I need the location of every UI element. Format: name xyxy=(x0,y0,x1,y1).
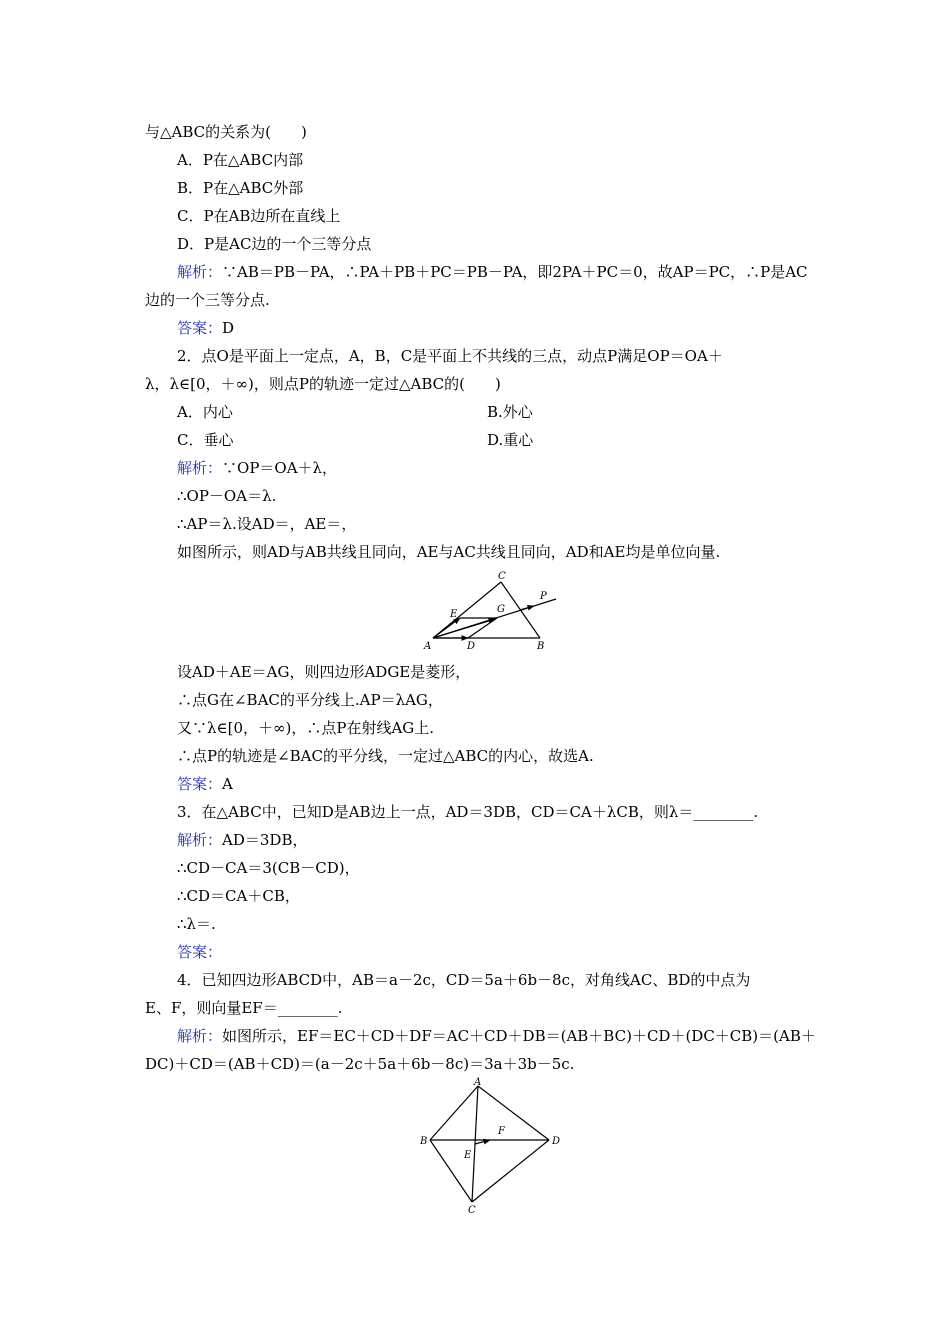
solution-text: AD＝3DB， xyxy=(222,831,308,849)
text-line: 如图所示，则AD与AB共线且同向，AE与AC共线且同向，AD和AE均是单位向量. xyxy=(177,543,721,561)
solution-label: 解析： xyxy=(177,1027,223,1045)
answer-label: 答案： xyxy=(177,775,223,793)
label-p: P xyxy=(540,591,547,602)
answer-text: A xyxy=(222,775,233,793)
edge-dc xyxy=(472,1140,549,1202)
text-line: ∴λ＝. xyxy=(177,915,216,933)
vector-ap xyxy=(520,606,534,610)
solution-line xyxy=(177,1026,816,1046)
edge-ad xyxy=(478,1086,549,1140)
text-line: E、F，则向量EF＝________. xyxy=(145,999,343,1017)
solution-text: ∵AB＝PB－PA，∴PA＋PB＋PC＝PB－PA，即2PA＋PC＝0，故AP＝PC，∴P是AC xyxy=(222,263,808,281)
label-b: B xyxy=(537,641,545,652)
solution-line xyxy=(177,262,808,282)
text-line: 设AD＋AE＝AG，则四边形ADGE是菱形， xyxy=(177,663,471,681)
answer-label: 答案： xyxy=(177,943,223,961)
text-line: ∴CD＝CA＋CB， xyxy=(177,887,300,905)
solution-text: 如图所示，EF＝EC＋CD＋DF＝AC＋CD＋DB＝(AB＋BC)＋CD＋(DC＋CB)＝(AB＋ xyxy=(222,1027,816,1045)
answer-text: D xyxy=(222,319,235,337)
label-a: A xyxy=(424,641,432,652)
answer-line xyxy=(177,318,234,338)
vector-ag xyxy=(433,619,495,638)
figure-quadrilateral-abcd xyxy=(412,1076,572,1216)
option-a: A．内心 xyxy=(177,403,233,421)
label-e: E xyxy=(464,1150,472,1161)
answer-line xyxy=(177,774,233,794)
answer-line xyxy=(177,942,222,962)
label-c: C xyxy=(498,571,506,582)
answer-label: 答案： xyxy=(177,319,223,337)
question-line: 2．点O是平面上一定点，A，B，C是平面上不共线的三点，动点P满足OP＝OA＋ xyxy=(177,347,723,365)
solution-label: 解析： xyxy=(177,831,223,849)
label-b: B xyxy=(420,1136,428,1147)
text-line: 又∵λ∈[0，＋∞)，∴点P在射线AG上. xyxy=(177,719,435,737)
question-line: 3．在△ABC中，已知D是AB边上一点，AD＝3DB，CD＝CA＋λCB，则λ＝________. xyxy=(177,803,759,821)
label-d: D xyxy=(467,641,476,652)
text-line: λ，λ∈[0，＋∞)，则点P的轨迹一定过△ABC的( ) xyxy=(145,375,501,393)
solution-label: 解析： xyxy=(177,459,223,477)
solution-label: 解析： xyxy=(177,263,223,281)
segment-dg xyxy=(468,618,497,638)
text-line: ∴CD－CA＝3(CB－CD)， xyxy=(177,859,360,877)
text-line: 边的一个三等分点. xyxy=(145,291,270,309)
text-line: DC)＋CD＝(AB＋CD)＝(a－2c＋5a＋6b－8c)＝3a＋3b－5c. xyxy=(145,1055,575,1073)
option-c: C．垂心 xyxy=(177,431,234,449)
edge-ac xyxy=(433,582,501,638)
question-line: 4．已知四边形ABCD中，AB＝a－2c，CD＝5a＋6b－8c，对角线AC、BD的中点为 xyxy=(177,971,751,989)
label-d: D xyxy=(552,1136,561,1147)
option-d: D．P是AC边的一个三等分点 xyxy=(177,235,372,253)
solution-line xyxy=(177,458,337,478)
option-b: B．P在△ABC外部 xyxy=(177,179,304,197)
label-e: E xyxy=(450,609,458,620)
text-line: ∴点P的轨迹是∠BAC的平分线，一定过△ABC的内心，故选A. xyxy=(177,747,594,765)
edge-ab xyxy=(430,1086,478,1140)
label-g: G xyxy=(497,604,505,615)
text-line: 与△ABC的关系为( ) xyxy=(145,123,307,141)
label-c: C xyxy=(468,1205,476,1216)
option-a: A．P在△ABC内部 xyxy=(177,151,304,169)
option-d: D.重心 xyxy=(487,431,534,449)
solution-line xyxy=(177,830,307,850)
solution-text: ∵OP＝OA＋λ， xyxy=(222,459,338,477)
text-line: ∴AP＝λ.设AD＝，AE＝， xyxy=(177,515,357,533)
option-b: B.外心 xyxy=(487,403,533,421)
label-a: A xyxy=(474,1077,482,1088)
text-line: ∴点G在∠BAC的平分线上.AP＝λAG， xyxy=(177,691,443,709)
figure-triangle-abc xyxy=(410,568,570,654)
label-f: F xyxy=(498,1126,505,1137)
option-c: C．P在AB边所在直线上 xyxy=(177,207,341,225)
text-line: ∴OP－OA＝λ. xyxy=(177,487,277,505)
vector-ae xyxy=(433,618,460,638)
